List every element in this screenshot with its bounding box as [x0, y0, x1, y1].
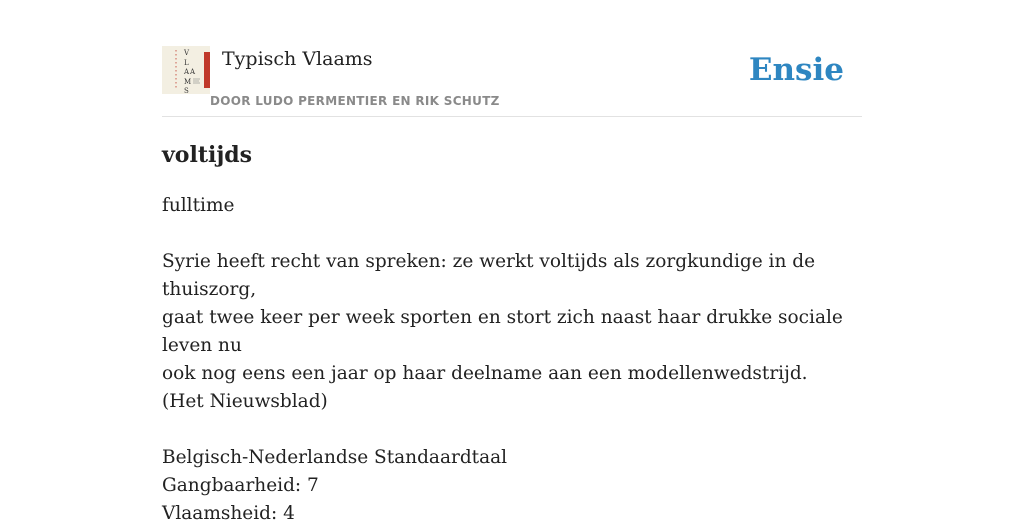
blog-avatar[interactable] [162, 46, 210, 94]
entry-meta [162, 444, 862, 528]
blog-title[interactable]: Typisch Vlaams [222, 48, 373, 70]
avatar-letter: V [184, 49, 190, 57]
example-line: Syrie heeft recht van spreken: ze werkt voltijds als zorgkundige in de thuiszorg, [162, 251, 816, 300]
example-line: gaat twee keer per week sporten en stort zich naast haar drukke sociale leven nu [162, 307, 843, 356]
avatar-letter: A [184, 68, 190, 76]
header [162, 46, 862, 117]
avatar-letter: M [184, 78, 192, 86]
example-source: (Het Nieuwsblad) [162, 391, 328, 412]
ensie-logo[interactable]: Ensie [748, 52, 844, 88]
entry-content [162, 140, 862, 528]
blog-authors: DOOR LUDO PERMENTIER EN RIK SCHUTZ [210, 94, 500, 108]
entry-word: voltijds [162, 142, 253, 168]
entry-flemishness: Vlaamsheid: 4 [162, 503, 295, 524]
entry-meaning: fulltime [162, 195, 235, 216]
avatar-letter: S [184, 87, 189, 95]
avatar-letter: L [184, 59, 189, 67]
entry-frequency: Gangbaarheid: 7 [162, 475, 319, 496]
example-line: ook nog eens een jaar op haar deelname aan een modellenwedstrijd. [162, 363, 808, 384]
avatar-letter: A [190, 68, 196, 76]
book-cover-icon [162, 46, 210, 94]
entry-example [162, 248, 862, 416]
entry-language: Belgisch-Nederlandse Standaardtaal [162, 447, 508, 468]
